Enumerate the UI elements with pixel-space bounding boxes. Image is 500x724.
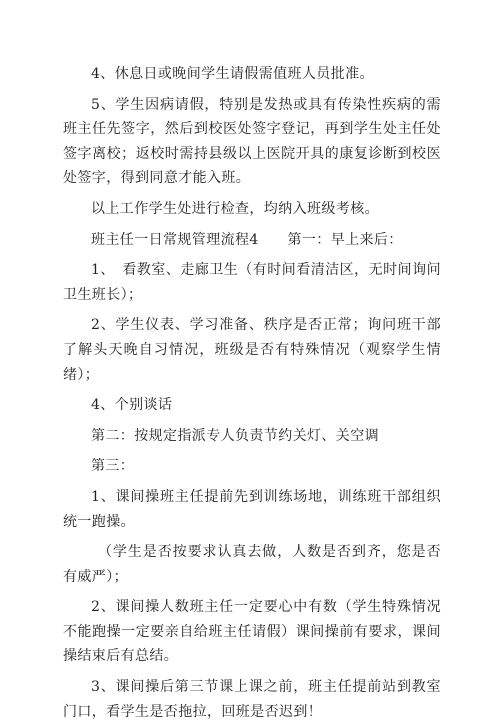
document-body <box>63 62 441 724</box>
paragraph-third-period: 3、课间操后第三节课上课之前，班主任提前站到教室门口，看学生是否拖拉，回班是否迟到！ <box>63 679 441 720</box>
paragraph-individual-talk: 4、个别谈话 <box>91 397 173 414</box>
paragraph-exercise-count: 2、课间操人数班主任一定要心中有数（学生特殊情况不能跑操一定要亲自给班主任请假）课间操前有要求，课间操结束后有总结。 <box>63 599 441 665</box>
paragraph-daily-process-heading: 班主任一日常规管理流程4 第一：早上来后： <box>91 231 403 248</box>
paragraph-inspection: 以上工作学生处进行检查，均纳入班级考核。 <box>91 200 379 217</box>
paragraph-exercise-check: （学生是否按要求认真去做，人数是否到齐，您是否有威严）； <box>63 544 441 585</box>
paragraph-classroom-hygiene: 1、 看教室、走廊卫生（有时间看清洁区，无时间询问卫生班长）； <box>63 262 441 303</box>
paragraph-sick-leave: 5、学生因病请假，特别是发热或具有传染性疾病的需班主任先签字，然后到校医处签字登记，再到学生处主任处签字离校；返校时需持县级以上医院开具的康复诊断到校医处签字，得到同意才能入班。 <box>63 96 441 187</box>
paragraph-exercise-organize: 1、课间操班主任提前先到训练场地，训练班干部组织统一跑操。 <box>63 488 441 530</box>
paragraph-leave-duty-approval: 4、休息日或晚间学生请假需值班人员批准。 <box>91 66 374 82</box>
paragraph-student-appearance: 2、学生仪表、学习准备、秩序是否正常；询问班干部了解头天晚自习情况，班级是否有特殊情况（观察学生情绪）； <box>63 317 441 383</box>
paragraph-third-heading: 第三： <box>91 458 135 475</box>
paragraph-second-energy: 第二：按规定指派专人负责节约关灯、关空调 <box>91 427 379 444</box>
